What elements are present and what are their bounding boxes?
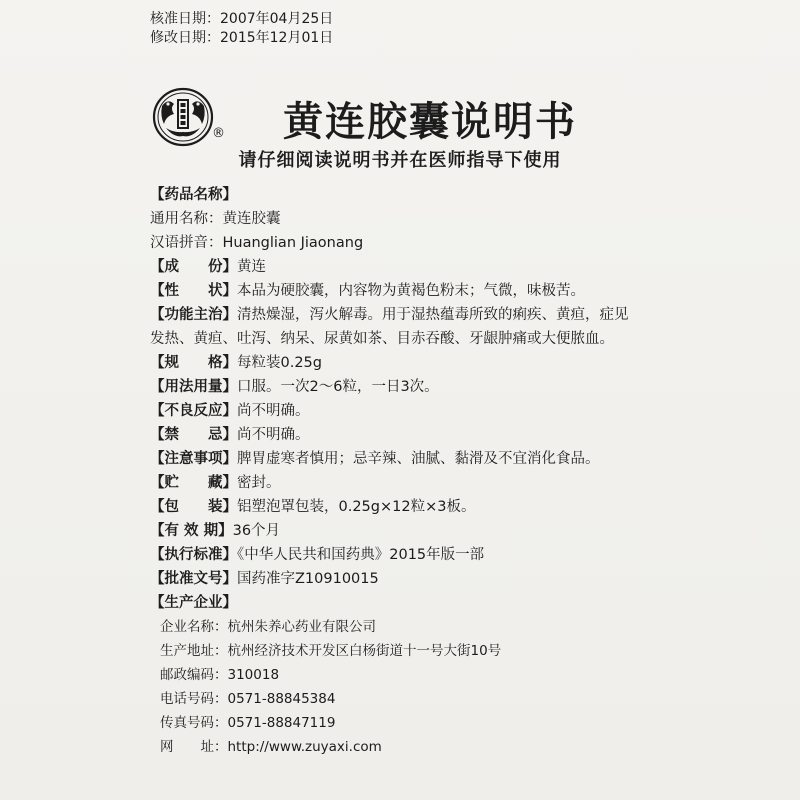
revision-date: 修改日期：2015年12月01日 [150, 30, 334, 46]
leaflet-body [150, 183, 710, 759]
indications-label: 【功能主治】 [150, 307, 237, 323]
approval-label: 【批准文号】 [150, 571, 237, 587]
manufacturer-website: 网 址：http://www.zuyaxi.com [160, 739, 382, 755]
section-validity [150, 519, 710, 543]
ingredients-label: 【成 份】 [150, 259, 237, 275]
spec-label: 【规 格】 [150, 355, 237, 371]
cautions-value: 脾胃虚寒者慎用；忌辛辣、油腻、黏滑及不宜消化食品。 [237, 451, 600, 467]
indications-value-1: 清热燥湿，泻火解毒。用于湿热蕴毒所致的痢疾、黄疸，症见 [237, 307, 629, 323]
manufacturer-phone: 电话号码：0571-88845384 [160, 691, 336, 707]
contra-label: 【禁 忌】 [150, 427, 237, 443]
manufacturer-fax: 传真号码：0571-88847119 [160, 715, 336, 731]
section-cautions [150, 447, 710, 471]
section-manufacturer [150, 591, 710, 615]
pinyin-line: 汉语拼音：Huanglian Jiaonang [150, 235, 364, 251]
manufacturer-label: 【生产企业】 [150, 595, 237, 611]
adverse-label: 【不良反应】 [150, 403, 237, 419]
validity-value: 36个月 [232, 523, 281, 539]
section-package [150, 495, 710, 519]
date-block [150, 10, 333, 48]
validity-label: 【有 效 期】 [150, 523, 233, 539]
registered-trademark-mark: ® [212, 126, 225, 141]
ingredients-value: 黄连 [237, 259, 266, 275]
manufacturer-address: 生产地址：杭州经济技术开发区白杨街道十一号大街10号 [160, 643, 502, 659]
cautions-label: 【注意事项】 [150, 451, 237, 467]
package-value: 铝塑泡罩包装，0.25g×12粒×3板。 [237, 499, 476, 515]
package-label: 【包 装】 [150, 499, 237, 515]
section-adverse [150, 399, 710, 423]
properties-label: 【性 状】 [150, 283, 237, 299]
standard-label: 【执行标准】 [150, 547, 237, 563]
approval-value: 国药准字Z10910015 [237, 571, 379, 587]
storage-label: 【贮 藏】 [150, 475, 237, 491]
section-standard [150, 543, 710, 567]
document-subtitle: 请仔细阅读说明书并在医师指导下使用 [238, 150, 562, 171]
section-ingredients [150, 255, 710, 279]
usage-value: 口服。一次2～6粒，一日3次。 [237, 379, 439, 395]
storage-value: 密封。 [237, 475, 281, 491]
spec-value: 每粒装0.25g [237, 355, 322, 371]
drug-name-label: 【药品名称】 [150, 187, 237, 203]
contra-value: 尚不明确。 [237, 427, 310, 443]
manufacturer-postcode: 邮政编码：310018 [160, 667, 280, 683]
properties-value: 本品为硬胶囊，内容物为黄褐色粉末；气微，味极苦。 [237, 283, 585, 299]
section-contraindications [150, 423, 710, 447]
common-name-line: 通用名称：黄连胶囊 [150, 211, 281, 227]
section-storage [150, 471, 710, 495]
usage-label: 【用法用量】 [150, 379, 237, 395]
approval-date: 核准日期：2007年04月25日 [150, 11, 334, 27]
section-properties [150, 279, 710, 303]
manufacturer-name: 企业名称：杭州朱养心药业有限公司 [160, 619, 376, 635]
document-title: 黄连胶囊说明书 [283, 99, 577, 145]
section-usage [150, 375, 710, 399]
section-indications [150, 303, 710, 327]
section-spec [150, 351, 710, 375]
adverse-value: 尚不明确。 [237, 403, 310, 419]
section-approval [150, 567, 710, 591]
standard-value: 《中华人民共和国药典》2015年版一部 [237, 547, 485, 563]
section-drug-name [150, 183, 710, 207]
indications-continued: 发热、黄疸、吐泻、纳呆、尿黄如茶、目赤吞酸、牙龈肿痛或大便脓血。 [150, 331, 614, 347]
